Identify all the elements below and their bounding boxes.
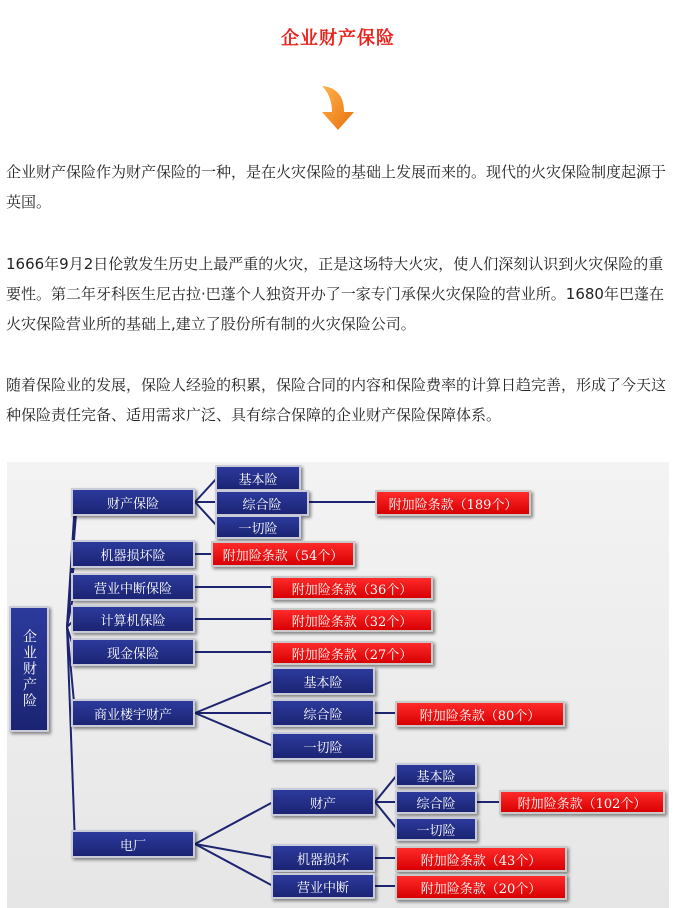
property-basic-box: 基本险 [215,465,301,491]
computer-clause-box: 附加险条款（32个） [271,608,433,632]
plant-interruption-clause-box: 附加险条款（20个） [395,874,567,900]
plant-property-box: 财产 [271,788,375,816]
computer-insurance-box: 计算机保险 [71,605,195,633]
plant-machinery-box: 机器损坏 [271,844,375,872]
root-box: 企业财产险 [9,606,49,732]
plant-interruption-box: 营业中断 [271,873,375,899]
plant-all-risk-box: 一切险 [395,817,477,841]
paragraph-origin: 企业财产保险作为财产保险的一种，是在火灾保险的基础上发展而来的。现代的火灾保险制度起源于英国。 [6,163,667,211]
cash-insurance-box: 现金保险 [71,638,195,666]
business-interruption-clause-box: 附加险条款（36个） [271,576,433,600]
plant-property-clause-box: 附加险条款（102个） [499,790,665,814]
arrow-down-icon [318,82,362,132]
property-comprehensive-box: 综合险 [215,490,309,516]
plant-basic-box: 基本险 [395,763,477,787]
business-interruption-box: 营业中断保险 [71,573,195,601]
paragraph-history: 1666年9月2日伦敦发生历史上最严重的火灾，正是这场特大火灾，使人们深刻认识到火灾保险的重要性。第二年牙科医生尼古拉·巴蓬个人独资开办了一家专门承保火灾保险的营业所。1680年巴蓬在火灾保险营业所的基础上,建立了股份所有制的火灾保险公司。 [6,255,664,333]
power-plant-box: 电厂 [71,830,195,858]
plant-machinery-clause-box: 附加险条款（43个） [395,846,567,872]
page-title: 企业财产保险 [281,28,395,49]
commercial-clause-box: 附加险条款（80个） [395,701,565,727]
commercial-basic-box: 基本险 [271,667,375,695]
cash-clause-box: 附加险条款（27个） [271,641,433,665]
property-clause-box: 附加险条款（189个） [375,490,531,516]
paragraph-development: 随着保险业的发展，保险人经验的积累，保险合同的内容和保险费率的计算日趋完善，形成了今天这种保险责任完备、适用需求广泛、具有综合保障的企业财产保险保障体系。 [6,376,667,424]
insurance-structure-diagram [7,462,669,908]
machinery-box: 机器损坏险 [71,540,195,568]
machinery-clause-box: 附加险条款（54个） [211,541,355,567]
property-insurance-box: 财产保险 [71,488,195,516]
commercial-all-risk-box: 一切险 [271,732,375,760]
property-all-risk-box: 一切险 [215,515,301,539]
commercial-building-box: 商业楼宇财产 [71,699,195,727]
commercial-comprehensive-box: 综合险 [271,699,375,727]
plant-comprehensive-box: 综合险 [395,790,477,814]
